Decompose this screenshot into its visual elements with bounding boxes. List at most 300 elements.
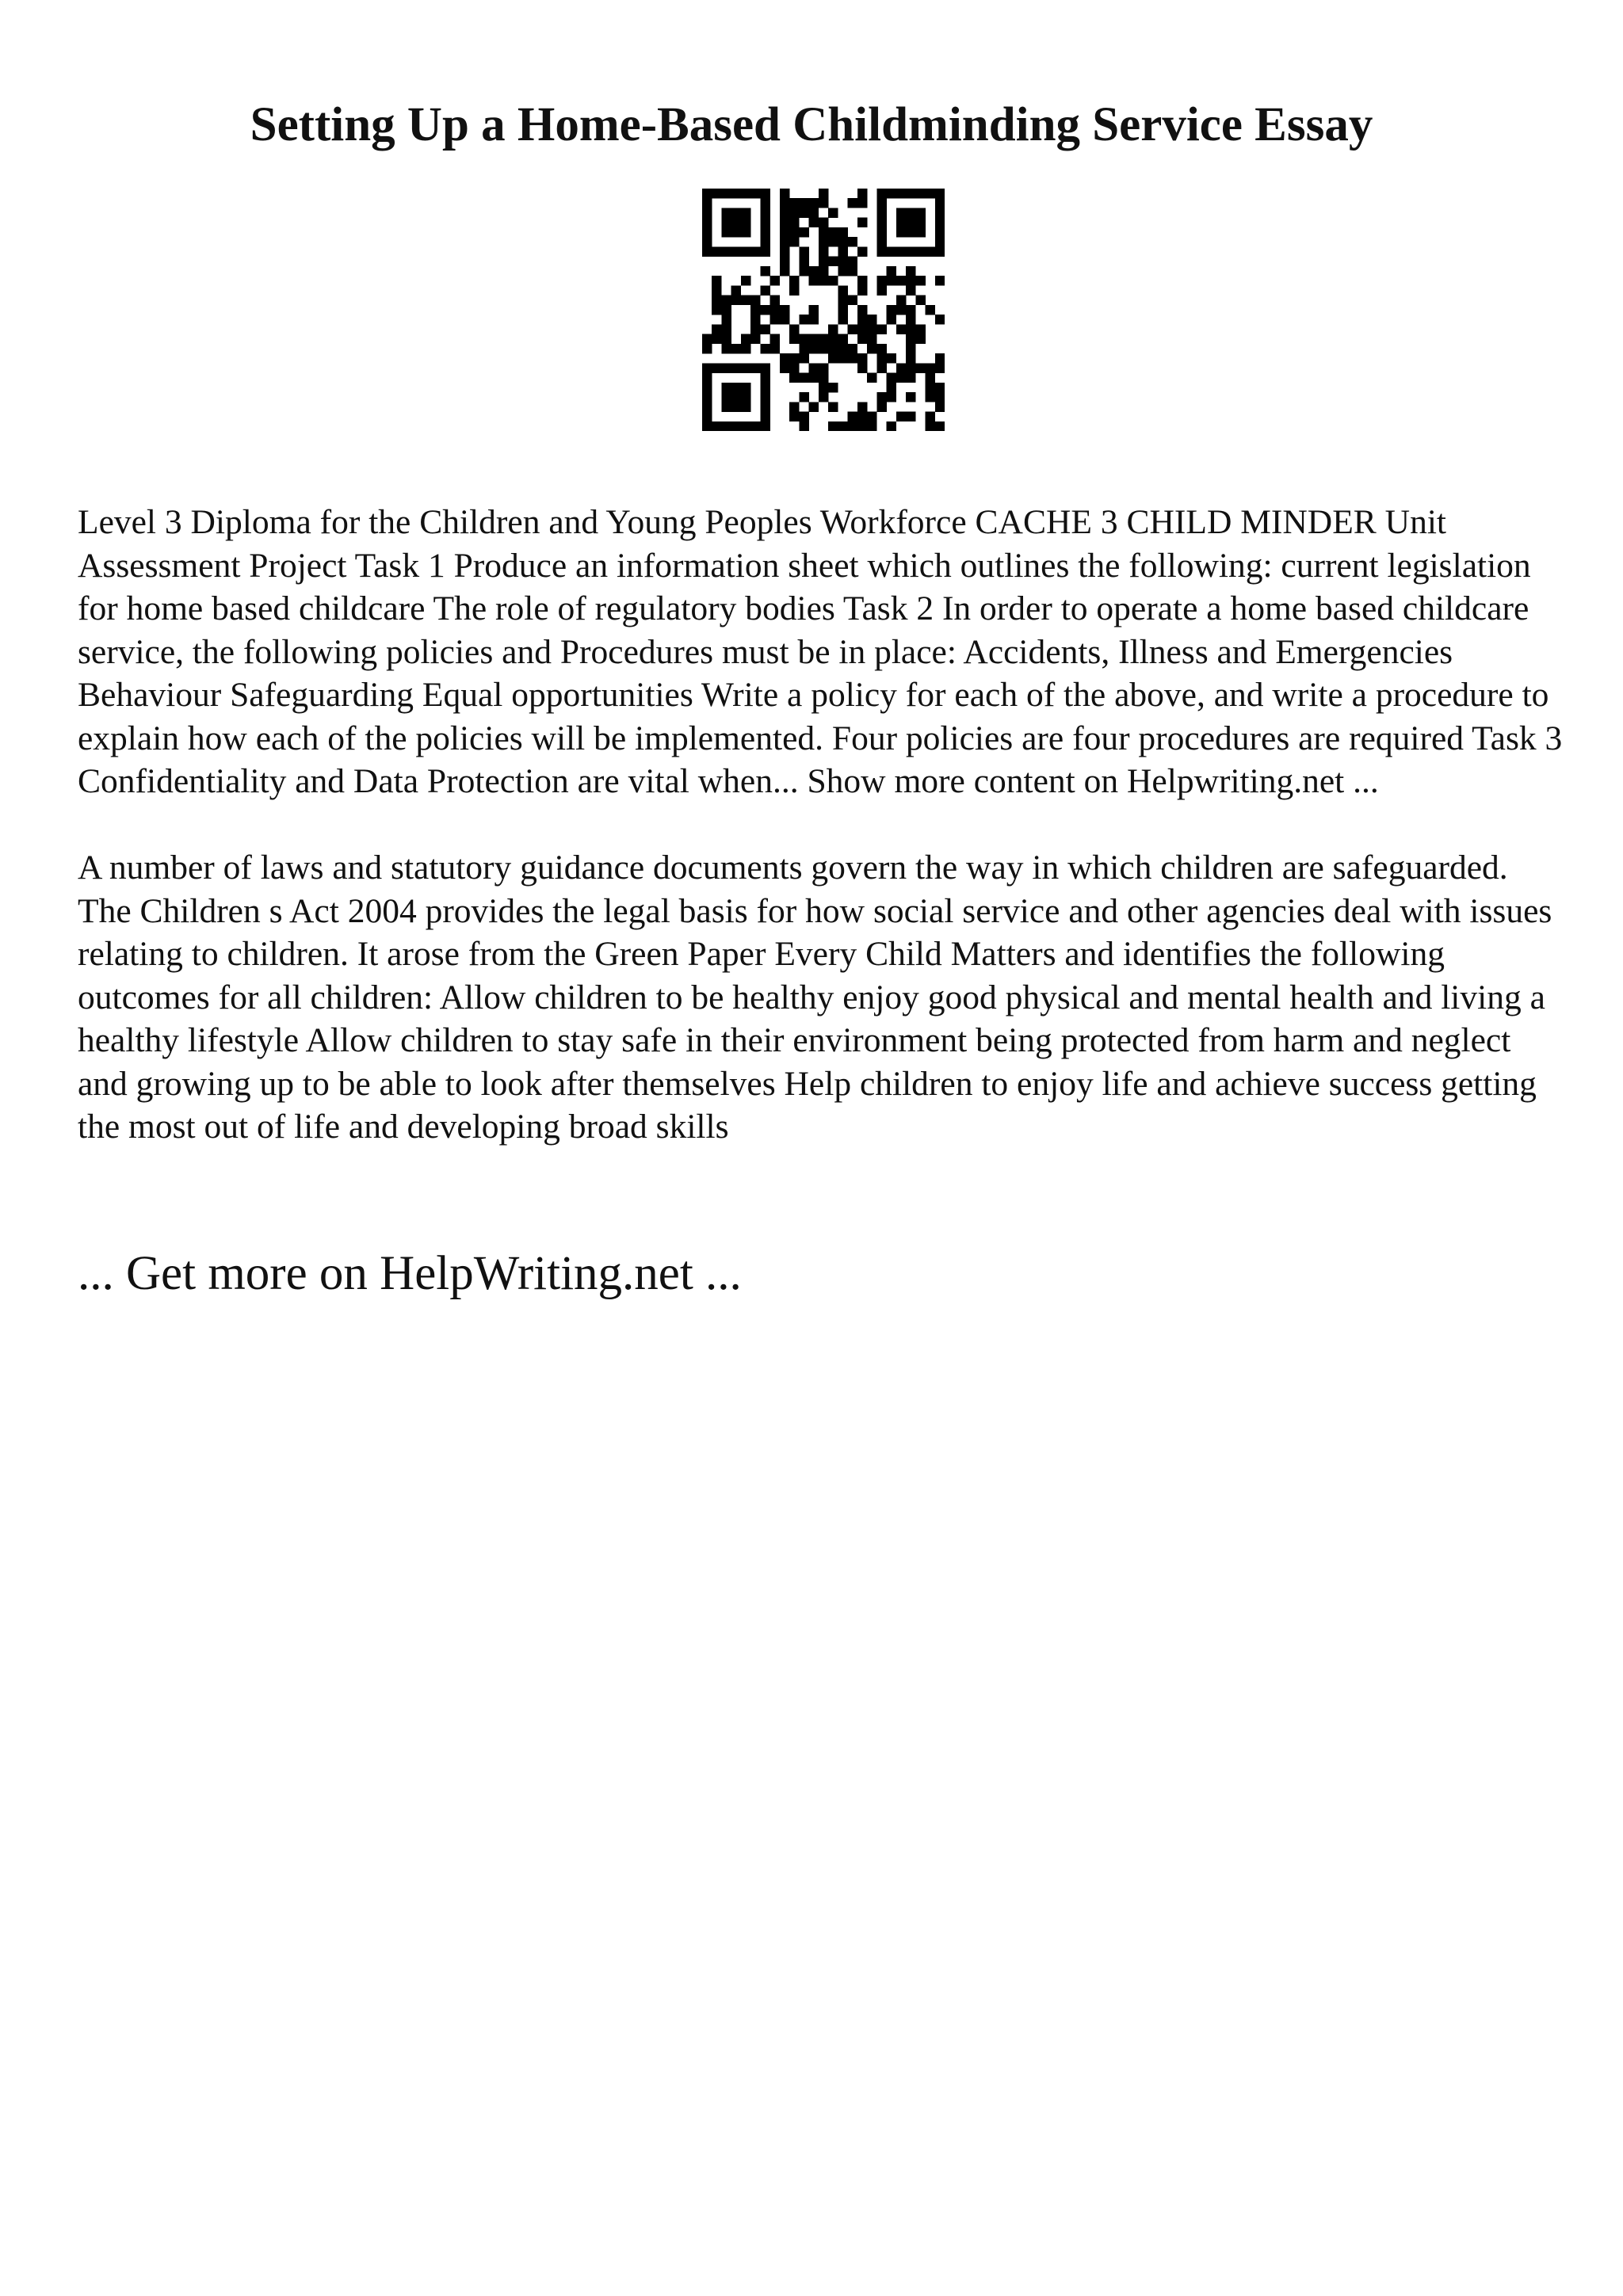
- qr-module: [848, 421, 857, 431]
- qr-module: [819, 218, 828, 227]
- qr-module: [731, 208, 741, 217]
- body-paragraph-2: A number of laws and statutory guidance documents govern the way in which children are safeguarded. The Children s Act 2004 provides the legal basis for how social service and other agencies deal with issues relating to children. It arose from the Green Paper Every Child Matters and identifies the following outcomes for all children: Allow children to be healthy enjoy good physical and mental health and living a healthy lifestyle Allow children to stay safe in their environment being protected from harm and neglect and growing up to be able to look after themselves Help children to enjoy life and achieve success getting the most out of life and developing broad skills: [78, 849, 1552, 1146]
- qr-module: [809, 344, 819, 353]
- qr-module: [906, 266, 915, 276]
- qr-module: [915, 218, 925, 227]
- qr-module: [935, 246, 945, 256]
- qr-module: [789, 227, 799, 237]
- qr-module: [857, 218, 867, 227]
- qr-module: [819, 373, 828, 383]
- qr-module: [760, 305, 769, 315]
- qr-module: [876, 363, 886, 372]
- qr-module: [741, 227, 750, 237]
- qr-module: [741, 246, 750, 256]
- qr-module: [780, 218, 789, 227]
- qr-module: [799, 353, 808, 363]
- qr-module: [857, 198, 867, 208]
- qr-module: [915, 246, 925, 256]
- qr-module: [857, 421, 867, 431]
- qr-module: [741, 392, 750, 402]
- qr-module: [750, 315, 760, 324]
- qr-module: [887, 315, 896, 324]
- qr-module: [750, 363, 760, 372]
- qr-module: [926, 189, 935, 198]
- qr-module: [731, 296, 741, 305]
- qr-module: [857, 305, 867, 315]
- qr-module: [760, 412, 769, 421]
- qr-module: [828, 324, 838, 334]
- qr-module: [721, 218, 731, 227]
- qr-module: [731, 402, 741, 411]
- qr-module: [838, 421, 847, 431]
- qr-module: [712, 334, 721, 344]
- qr-module: [935, 227, 945, 237]
- qr-module: [770, 296, 780, 305]
- qr-module: [876, 237, 886, 246]
- qr-module: [750, 421, 760, 431]
- qr-module: [799, 412, 808, 421]
- qr-module: [750, 296, 760, 305]
- qr-module: [819, 276, 828, 285]
- qr-module: [906, 373, 915, 383]
- qr-module: [780, 363, 789, 372]
- qr-module: [896, 276, 906, 285]
- qr-module: [780, 237, 789, 246]
- qr-module: [876, 246, 886, 256]
- qr-module: [896, 373, 906, 383]
- qr-module: [789, 285, 799, 295]
- qr-module: [819, 344, 828, 353]
- qr-module: [906, 412, 915, 421]
- qr-module: [828, 257, 838, 266]
- qr-module: [760, 237, 769, 246]
- qr-module: [760, 344, 769, 353]
- qr-module: [809, 305, 819, 315]
- qr-module: [712, 276, 721, 285]
- qr-module: [867, 373, 876, 383]
- qr-module: [896, 189, 906, 198]
- qr-module: [828, 353, 838, 363]
- qr-module: [867, 421, 876, 431]
- qr-module: [789, 353, 799, 363]
- qr-module: [809, 315, 819, 324]
- qr-module: [848, 257, 857, 266]
- qr-module: [809, 218, 819, 227]
- qr-module: [789, 373, 799, 383]
- qr-module: [721, 324, 731, 334]
- qr-module: [857, 412, 867, 421]
- qr-module: [838, 227, 847, 237]
- qr-module: [876, 392, 886, 402]
- qr-module: [721, 392, 731, 402]
- qr-module: [809, 208, 819, 217]
- qr-module: [876, 227, 886, 237]
- qr-module: [789, 363, 799, 372]
- qr-module: [848, 266, 857, 276]
- qr-module: [760, 198, 769, 208]
- qr-module: [838, 315, 847, 324]
- qr-module: [799, 421, 808, 431]
- qr-module: [750, 305, 760, 315]
- qr-module: [896, 305, 906, 315]
- qr-module: [935, 208, 945, 217]
- qr-module: [789, 324, 799, 334]
- qr-module: [760, 189, 769, 198]
- qr-module: [809, 334, 819, 344]
- qr-module: [702, 246, 712, 256]
- qr-module: [702, 189, 712, 198]
- qr-module: [780, 227, 789, 237]
- qr-module: [867, 334, 876, 344]
- qr-module: [926, 246, 935, 256]
- qr-module: [721, 421, 731, 431]
- qr-module: [760, 421, 769, 431]
- qr-module: [876, 344, 886, 353]
- qr-module: [731, 189, 741, 198]
- qr-module: [887, 189, 896, 198]
- qr-module: [906, 324, 915, 334]
- qr-module: [935, 383, 945, 392]
- qr-module: [819, 383, 828, 392]
- qr-module: [915, 189, 925, 198]
- qr-module: [799, 257, 808, 266]
- qr-module: [926, 421, 935, 431]
- qr-module: [721, 305, 731, 315]
- qr-module: [876, 208, 886, 217]
- qr-module: [721, 189, 731, 198]
- qr-module: [780, 315, 789, 324]
- qr-module: [828, 227, 838, 237]
- qr-module: [741, 189, 750, 198]
- qr-module: [935, 237, 945, 246]
- qr-module: [799, 373, 808, 383]
- qr-module: [799, 334, 808, 344]
- qr-module: [828, 334, 838, 344]
- qr-module: [915, 324, 925, 334]
- qr-module: [887, 383, 896, 392]
- qr-module: [770, 334, 780, 344]
- qr-module: [731, 227, 741, 237]
- qr-module: [799, 344, 808, 353]
- qr-module: [887, 373, 896, 383]
- qr-module: [857, 246, 867, 256]
- qr-module: [780, 305, 789, 315]
- qr-module: [721, 334, 731, 344]
- qr-module: [702, 363, 712, 372]
- qr-module: [857, 363, 867, 372]
- qr-module: [819, 189, 828, 198]
- qr-module: [721, 246, 731, 256]
- qr-module: [741, 383, 750, 392]
- qr-module: [789, 208, 799, 217]
- qr-module: [760, 402, 769, 411]
- qr-module: [935, 315, 945, 324]
- qr-module: [896, 246, 906, 256]
- qr-module: [712, 296, 721, 305]
- qr-module: [770, 315, 780, 324]
- qr-module: [819, 334, 828, 344]
- qr-module: [838, 296, 847, 305]
- qr-module: [838, 305, 847, 315]
- qr-module: [819, 198, 828, 208]
- qr-module: [731, 392, 741, 402]
- qr-module: [760, 383, 769, 392]
- qr-module: [760, 218, 769, 227]
- qr-module: [780, 246, 789, 256]
- qr-module: [915, 276, 925, 285]
- qr-module: [702, 227, 712, 237]
- qr-module: [926, 412, 935, 421]
- qr-module: [721, 296, 731, 305]
- qr-module: [887, 266, 896, 276]
- qr-module: [857, 353, 867, 363]
- qr-module: [867, 412, 876, 421]
- qr-module: [789, 402, 799, 411]
- document-title: Setting Up a Home-Based Childminding Service Essay: [250, 98, 1373, 151]
- qr-module: [819, 363, 828, 372]
- qr-module: [750, 189, 760, 198]
- qr-module: [828, 421, 838, 431]
- qr-module: [848, 412, 857, 421]
- qr-module: [915, 296, 925, 305]
- qr-module: [838, 353, 847, 363]
- qr-module: [702, 218, 712, 227]
- qr-module: [876, 218, 886, 227]
- qr-module: [789, 237, 799, 246]
- qr-module: [848, 198, 857, 208]
- qr-module: [848, 237, 857, 246]
- qr-code-icon[interactable]: [702, 189, 945, 431]
- qr-module: [799, 246, 808, 256]
- qr-module: [799, 315, 808, 324]
- get-more-link[interactable]: ... Get more on HelpWriting.net ...: [78, 1247, 742, 1300]
- qr-module: [809, 266, 819, 276]
- qr-module: [789, 412, 799, 421]
- qr-module: [731, 344, 741, 353]
- qr-module: [926, 392, 935, 402]
- qr-module: [828, 276, 838, 285]
- qr-module: [702, 383, 712, 392]
- qr-module: [760, 208, 769, 217]
- qr-module: [741, 402, 750, 411]
- qr-module: [809, 402, 819, 411]
- qr-module: [828, 208, 838, 217]
- qr-module: [887, 353, 896, 363]
- qr-module: [741, 363, 750, 372]
- qr-module: [857, 276, 867, 285]
- qr-module: [731, 383, 741, 392]
- qr-module: [741, 208, 750, 217]
- qr-module: [702, 334, 712, 344]
- qr-module: [935, 421, 945, 431]
- qr-module: [702, 402, 712, 411]
- qr-module: [906, 218, 915, 227]
- qr-module: [799, 208, 808, 217]
- qr-module: [712, 285, 721, 295]
- qr-module: [926, 383, 935, 392]
- qr-module: [935, 402, 945, 411]
- qr-module: [838, 344, 847, 353]
- qr-module: [760, 324, 769, 334]
- qr-module: [848, 353, 857, 363]
- qr-module: [838, 334, 847, 344]
- qr-module: [906, 344, 915, 353]
- qr-module: [906, 353, 915, 363]
- qr-module: [857, 334, 867, 344]
- qr-module: [819, 227, 828, 237]
- qr-module: [731, 285, 741, 295]
- qr-module: [828, 344, 838, 353]
- qr-module: [702, 198, 712, 208]
- qr-module: [867, 344, 876, 353]
- qr-module: [906, 189, 915, 198]
- qr-module: [838, 246, 847, 256]
- qr-module: [857, 189, 867, 198]
- qr-module: [702, 373, 712, 383]
- qr-module: [702, 344, 712, 353]
- qr-module: [750, 246, 760, 256]
- qr-module: [760, 227, 769, 237]
- qr-module: [906, 315, 915, 324]
- qr-module: [809, 373, 819, 383]
- qr-module: [896, 208, 906, 217]
- qr-module: [935, 363, 945, 372]
- qr-module: [712, 421, 721, 431]
- qr-module: [926, 373, 935, 383]
- qr-module: [721, 315, 731, 324]
- qr-module: [828, 402, 838, 411]
- qr-module: [887, 392, 896, 402]
- qr-module: [750, 334, 760, 344]
- qr-module: [838, 266, 847, 276]
- qr-module: [819, 257, 828, 266]
- qr-module: [780, 257, 789, 266]
- qr-module: [906, 392, 915, 402]
- qr-module: [750, 324, 760, 334]
- qr-module: [789, 198, 799, 208]
- qr-module: [876, 189, 886, 198]
- qr-module: [799, 392, 808, 402]
- qr-module: [926, 305, 935, 315]
- qr-module: [857, 285, 867, 295]
- qr-module: [702, 412, 712, 421]
- qr-module: [926, 363, 935, 372]
- qr-module: [887, 246, 896, 256]
- qr-module: [721, 227, 731, 237]
- qr-module: [867, 324, 876, 334]
- qr-module: [828, 383, 838, 392]
- qr-module: [857, 315, 867, 324]
- qr-module: [760, 246, 769, 256]
- qr-module: [876, 276, 886, 285]
- qr-module: [741, 421, 750, 431]
- qr-module: [741, 218, 750, 227]
- qr-module: [828, 237, 838, 246]
- qr-module: [770, 344, 780, 353]
- qr-module: [819, 392, 828, 402]
- qr-module: [702, 392, 712, 402]
- qr-module: [935, 198, 945, 208]
- qr-module: [712, 305, 721, 315]
- qr-module: [876, 285, 886, 295]
- qr-module: [848, 344, 857, 353]
- qr-module: [819, 246, 828, 256]
- qr-module: [915, 334, 925, 344]
- qr-module: [760, 373, 769, 383]
- qr-module: [721, 208, 731, 217]
- qr-module: [809, 276, 819, 285]
- qr-module: [760, 285, 769, 295]
- qr-module: [935, 189, 945, 198]
- qr-module: [896, 218, 906, 227]
- qr-module: [770, 305, 780, 315]
- qr-module: [857, 324, 867, 334]
- qr-module: [731, 218, 741, 227]
- qr-module: [712, 189, 721, 198]
- qr-module: [760, 392, 769, 402]
- qr-module: [896, 296, 906, 305]
- qr-module: [780, 353, 789, 363]
- qr-module: [906, 208, 915, 217]
- qr-module: [906, 227, 915, 237]
- qr-module: [702, 421, 712, 431]
- qr-module: [915, 363, 925, 372]
- qr-module: [935, 392, 945, 402]
- qr-module: [712, 363, 721, 372]
- qr-module: [906, 246, 915, 256]
- qr-module: [867, 315, 876, 324]
- qr-module: [848, 324, 857, 334]
- qr-module: [915, 208, 925, 217]
- qr-module: [789, 334, 799, 344]
- qr-module: [906, 334, 915, 344]
- qr-module: [857, 402, 867, 411]
- qr-module: [838, 257, 847, 266]
- qr-module: [915, 227, 925, 237]
- qr-module: [896, 412, 906, 421]
- qr-module: [770, 276, 780, 285]
- qr-module: [906, 285, 915, 295]
- qr-module: [896, 227, 906, 237]
- qr-module: [780, 198, 789, 208]
- qr-module: [848, 296, 857, 305]
- qr-module: [731, 246, 741, 256]
- qr-module: [741, 296, 750, 305]
- qr-module: [712, 324, 721, 334]
- qr-module: [838, 285, 847, 295]
- qr-module: [741, 276, 750, 285]
- qr-module: [799, 266, 808, 276]
- qr-module: [887, 276, 896, 285]
- qr-module: [809, 198, 819, 208]
- qr-module: [780, 208, 789, 217]
- qr-module: [731, 363, 741, 372]
- qr-module: [789, 218, 799, 227]
- body-paragraph-1: Level 3 Diploma for the Children and Young Peoples Workforce CACHE 3 CHILD MINDER Unit Assessment Project Task 1 Produce an information sheet which outlines the following: current legislation for home based childcare The role of regulatory bodies Task 2 In order to operate a home based childcare service, the following policies and Procedures must be in place: Accidents, Illness and Emergencies Behaviour Safeguarding Equal opportunities Write a policy for each of the above, and write a procedure to explain how each of the policies will be implemented. Four policies are four procedures are required Task 3 Confidentiality and Data Protection are vital when... Show more content on Helpwriting.net ...: [78, 503, 1563, 800]
- qr-module: [887, 421, 896, 431]
- qr-module: [906, 363, 915, 372]
- qr-module: [702, 208, 712, 217]
- qr-module: [906, 276, 915, 285]
- qr-module: [799, 227, 808, 237]
- qr-module: [896, 363, 906, 372]
- qr-module: [760, 266, 769, 276]
- qr-module: [876, 198, 886, 208]
- qr-module: [809, 363, 819, 372]
- qr-module: [760, 363, 769, 372]
- qr-module: [887, 305, 896, 315]
- qr-module: [799, 198, 808, 208]
